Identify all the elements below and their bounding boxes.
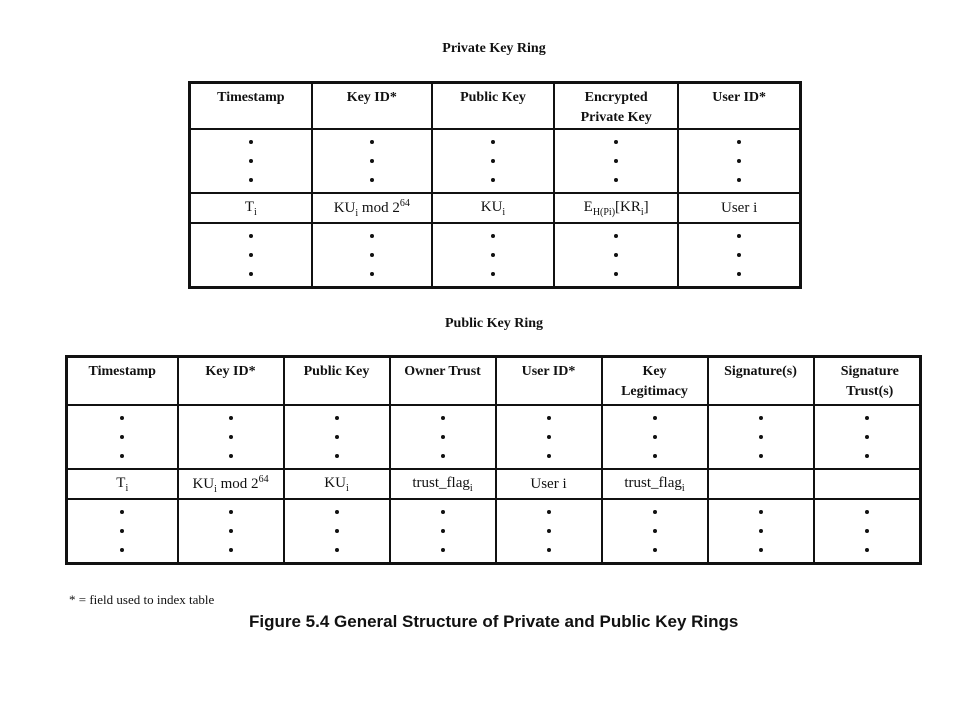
ellipsis-stack <box>815 406 920 468</box>
ellipsis-cell <box>178 405 284 469</box>
ellipsis-stack <box>313 130 431 192</box>
ellipsis-cell <box>554 223 678 288</box>
ellipsis-cell <box>814 499 921 564</box>
ellipsis-dot <box>249 253 253 257</box>
ellipsis-cell <box>312 129 432 193</box>
encrypted-private-key-cell: $E_{H(Pi)}[KR_i]$ <box>554 193 678 223</box>
table-header-row <box>67 357 921 406</box>
ellipsis-stack <box>391 500 495 562</box>
ellipsis-cell <box>814 405 921 469</box>
table-header-row <box>190 83 801 130</box>
ellipsis-stack <box>603 406 707 468</box>
ellipsis-dot <box>229 435 233 439</box>
ellipsis-dot <box>759 454 763 458</box>
ellipsis-dot <box>865 548 869 552</box>
ellipsis-dot <box>614 178 618 182</box>
ellipsis-cell <box>390 405 496 469</box>
ellipsis-dot <box>759 416 763 420</box>
ellipsis-dot <box>547 548 551 552</box>
ellipsis-cell <box>602 499 708 564</box>
ellipsis-stack <box>179 500 283 562</box>
ellipsis-cell <box>678 223 800 288</box>
ellipsis-dot <box>653 529 657 533</box>
ellipsis-dot <box>441 529 445 533</box>
ellipsis-stack <box>603 500 707 562</box>
ellipsis-dot <box>335 454 339 458</box>
ellipsis-dot <box>614 234 618 238</box>
ellipsis-dot <box>120 435 124 439</box>
ellipsis-dot <box>547 529 551 533</box>
key-id-cell: $KU_i$ mod $2^{64}$ <box>178 469 284 499</box>
ellipsis-stack <box>497 500 601 562</box>
ellipsis-dot <box>335 416 339 420</box>
ellipsis-stack <box>433 224 553 286</box>
ellipsis-stack <box>285 406 389 468</box>
column-header: Signature Trust(s) <box>814 357 921 406</box>
ellipsis-stack <box>679 224 799 286</box>
ellipsis-dot <box>120 529 124 533</box>
ellipsis-dot <box>547 454 551 458</box>
ellipsis-dot <box>653 454 657 458</box>
key-id-cell: $KU_i$ mod $2^{64}$ <box>312 193 432 223</box>
ellipsis-dot <box>229 510 233 514</box>
ellipsis-dot <box>653 548 657 552</box>
column-header: Encrypted Private Key <box>554 83 678 130</box>
ellipsis-cell <box>708 405 814 469</box>
ellipsis-dot <box>865 510 869 514</box>
user-id-cell: User i <box>496 469 602 499</box>
ellipsis-dot <box>653 435 657 439</box>
ellipsis-cell <box>67 405 178 469</box>
ellipsis-row <box>190 223 801 288</box>
private-key-ring-title: Private Key Ring <box>442 41 546 56</box>
ellipsis-cell <box>67 499 178 564</box>
public-key-ring-title: Public Key Ring <box>444 316 543 331</box>
ellipsis-stack <box>709 500 813 562</box>
ellipsis-cell <box>178 499 284 564</box>
ellipsis-cell <box>678 129 800 193</box>
ellipsis-dot <box>370 178 374 182</box>
owner-trust-cell: trust_flag$_i$ <box>390 469 496 499</box>
ellipsis-dot <box>737 159 741 163</box>
column-header: User ID* <box>496 357 602 406</box>
ellipsis-dot <box>441 454 445 458</box>
ellipsis-dot <box>547 416 551 420</box>
ellipsis-dot <box>547 435 551 439</box>
ellipsis-dot <box>249 140 253 144</box>
ellipsis-dot <box>491 253 495 257</box>
ellipsis-row <box>67 499 921 564</box>
ellipsis-dot <box>614 272 618 276</box>
public-key-ring-table <box>65 355 922 565</box>
ellipsis-dot <box>370 159 374 163</box>
timestamp-cell: $T_i$ <box>190 193 312 223</box>
ellipsis-dot <box>737 178 741 182</box>
ellipsis-dot <box>737 234 741 238</box>
ellipsis-dot <box>759 510 763 514</box>
ellipsis-cell <box>432 223 554 288</box>
user-id-cell: User i <box>678 193 800 223</box>
ellipsis-dot <box>737 272 741 276</box>
ellipsis-dot <box>335 529 339 533</box>
ellipsis-dot <box>759 435 763 439</box>
ellipsis-stack <box>709 406 813 468</box>
ellipsis-dot <box>249 272 253 276</box>
ellipsis-stack <box>815 500 920 562</box>
timestamp-cell: $T_i$ <box>67 469 178 499</box>
ellipsis-cell <box>284 499 390 564</box>
column-header: Owner Trust <box>390 357 496 406</box>
ellipsis-cell <box>496 499 602 564</box>
table-row <box>67 469 921 499</box>
signatures-cell <box>708 469 814 499</box>
figure-caption: Figure 5.4 General Structure of Private and Public Key Rings <box>249 612 739 631</box>
ellipsis-dot <box>249 234 253 238</box>
ellipsis-dot <box>614 140 618 144</box>
ellipsis-dot <box>759 548 763 552</box>
column-header: Public Key <box>432 83 554 130</box>
ellipsis-dot <box>737 253 741 257</box>
ellipsis-stack <box>68 406 177 468</box>
ellipsis-dot <box>249 159 253 163</box>
ellipsis-dot <box>229 529 233 533</box>
signature-trust-cell <box>814 469 921 499</box>
ellipsis-dot <box>737 140 741 144</box>
ellipsis-dot <box>865 454 869 458</box>
ellipsis-stack <box>555 130 677 192</box>
ellipsis-stack <box>679 130 799 192</box>
column-header: Timestamp <box>67 357 178 406</box>
ellipsis-dot <box>759 529 763 533</box>
ellipsis-cell <box>284 405 390 469</box>
key-legitimacy-cell: trust_flag$_i$ <box>602 469 708 499</box>
ellipsis-dot <box>865 416 869 420</box>
column-header: Signature(s) <box>708 357 814 406</box>
ellipsis-dot <box>865 435 869 439</box>
ellipsis-dot <box>491 234 495 238</box>
ellipsis-stack <box>433 130 553 192</box>
ellipsis-dot <box>120 454 124 458</box>
ellipsis-stack <box>285 500 389 562</box>
ellipsis-dot <box>491 272 495 276</box>
ellipsis-stack <box>191 130 311 192</box>
ellipsis-stack <box>391 406 495 468</box>
ellipsis-dot <box>370 140 374 144</box>
public-key-cell: $KU_i$ <box>432 193 554 223</box>
ellipsis-dot <box>120 548 124 552</box>
ellipsis-dot <box>441 435 445 439</box>
ellipsis-dot <box>249 178 253 182</box>
ellipsis-dot <box>120 510 124 514</box>
ellipsis-dot <box>441 548 445 552</box>
column-header: Public Key <box>284 357 390 406</box>
ellipsis-dot <box>491 178 495 182</box>
ellipsis-row <box>190 129 801 193</box>
column-header: User ID* <box>678 83 800 130</box>
ellipsis-stack <box>497 406 601 468</box>
ellipsis-dot <box>229 548 233 552</box>
ellipsis-dot <box>653 416 657 420</box>
column-header: Key Legitimacy <box>602 357 708 406</box>
ellipsis-dot <box>614 159 618 163</box>
ellipsis-stack <box>313 224 431 286</box>
column-header: Key ID* <box>312 83 432 130</box>
ellipsis-cell <box>554 129 678 193</box>
ellipsis-cell <box>312 223 432 288</box>
ellipsis-dot <box>229 454 233 458</box>
index-field-note: * = field used to index table <box>69 592 215 607</box>
ellipsis-dot <box>120 416 124 420</box>
ellipsis-row <box>67 405 921 469</box>
ellipsis-cell <box>190 129 312 193</box>
ellipsis-dot <box>335 510 339 514</box>
private-key-ring-table <box>188 81 802 289</box>
ellipsis-cell <box>390 499 496 564</box>
ellipsis-dot <box>547 510 551 514</box>
ellipsis-dot <box>441 510 445 514</box>
ellipsis-dot <box>335 435 339 439</box>
ellipsis-stack <box>191 224 311 286</box>
ellipsis-dot <box>865 529 869 533</box>
ellipsis-dot <box>370 272 374 276</box>
public-key-cell: $KU_i$ <box>284 469 390 499</box>
table-row <box>190 193 801 223</box>
ellipsis-dot <box>370 253 374 257</box>
ellipsis-dot <box>229 416 233 420</box>
ellipsis-cell <box>432 129 554 193</box>
column-header: Key ID* <box>178 357 284 406</box>
ellipsis-cell <box>496 405 602 469</box>
ellipsis-dot <box>614 253 618 257</box>
ellipsis-dot <box>491 159 495 163</box>
ellipsis-cell <box>602 405 708 469</box>
ellipsis-stack <box>555 224 677 286</box>
ellipsis-dot <box>653 510 657 514</box>
ellipsis-cell <box>190 223 312 288</box>
ellipsis-dot <box>335 548 339 552</box>
ellipsis-stack <box>68 500 177 562</box>
ellipsis-cell <box>708 499 814 564</box>
column-header: Timestamp <box>190 83 312 130</box>
ellipsis-dot <box>491 140 495 144</box>
ellipsis-dot <box>370 234 374 238</box>
ellipsis-dot <box>441 416 445 420</box>
ellipsis-stack <box>179 406 283 468</box>
